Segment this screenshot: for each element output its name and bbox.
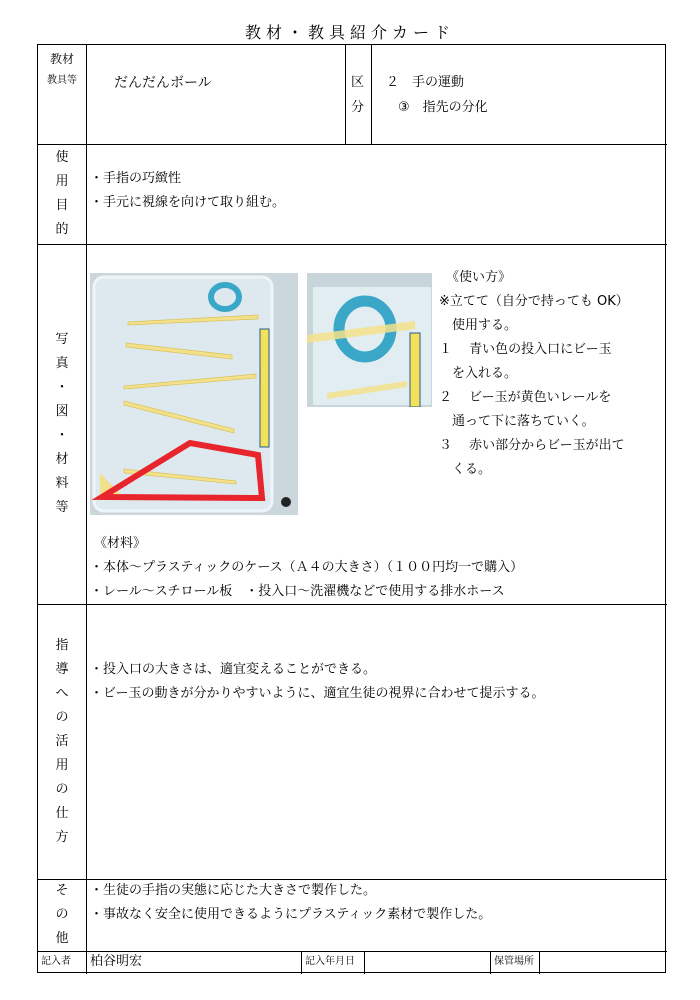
usage-line: ※立てて（自分で持っても OK） bbox=[439, 294, 629, 309]
kubun-line-2: ③ 指先の分化 bbox=[398, 100, 488, 115]
label-char: 図 bbox=[55, 404, 69, 419]
author-label: 記入者 bbox=[41, 956, 71, 967]
storage-label: 保管場所 bbox=[494, 956, 534, 967]
label-char: 写 bbox=[55, 332, 69, 347]
label-char: 方 bbox=[55, 829, 69, 845]
material-name: だんだんボール bbox=[114, 75, 212, 91]
card-title: 教材・教具紹介カード bbox=[244, 23, 455, 42]
guidance-item: ・ビー玉の動きが分かりやすいように、適宜生徒の視界に合わせて提示する。 bbox=[90, 686, 545, 701]
label-char: そ bbox=[55, 883, 69, 898]
usage-line: ３ 赤い部分からビー玉が出て bbox=[439, 438, 625, 453]
label-char: 仕 bbox=[55, 805, 69, 821]
guidance-label bbox=[38, 604, 86, 879]
label-char: ・ bbox=[55, 380, 69, 395]
material-label: 教材 教具等 bbox=[47, 52, 77, 86]
label-char: の bbox=[55, 781, 69, 797]
photo-label bbox=[38, 244, 86, 604]
usage-line: を入れる。 bbox=[439, 366, 518, 381]
label-char: 活 bbox=[55, 733, 69, 749]
purpose-list bbox=[90, 167, 285, 215]
label-char: 真 bbox=[55, 356, 69, 371]
label-char: 用 bbox=[55, 757, 69, 773]
label-char: の bbox=[55, 709, 69, 725]
product-photo-closeup bbox=[307, 273, 432, 407]
usage-line: くる。 bbox=[439, 462, 492, 477]
label-char: 指 bbox=[55, 637, 69, 653]
materials-title: 《材料》 bbox=[94, 536, 147, 551]
product-photo-front bbox=[90, 273, 298, 515]
material-line: ・本体～プラスティックのケース（Ａ４の大きさ）（１００円均一で購入） bbox=[90, 560, 524, 575]
label-char: 用 bbox=[55, 174, 69, 189]
label-char: 等 bbox=[55, 500, 69, 515]
other-item: ・事故なく安全に使用できるようにプラスティック素材で製作した。 bbox=[90, 907, 492, 922]
purpose-label bbox=[38, 144, 86, 244]
other-label bbox=[38, 879, 86, 951]
guidance-item: ・投入口の大きさは、適宜変えることができる。 bbox=[90, 662, 377, 677]
other-list bbox=[90, 879, 491, 927]
purpose-item: ・手元に視線を向けて取り組む。 bbox=[90, 195, 286, 210]
kubun-label-2: 分 bbox=[351, 100, 365, 115]
label-char: 的 bbox=[55, 222, 69, 237]
usage-title: 《使い方》 bbox=[446, 270, 512, 285]
label-char: へ bbox=[55, 685, 69, 701]
label-char: 導 bbox=[55, 661, 69, 677]
label-char: 他 bbox=[55, 931, 69, 946]
label-char: 料 bbox=[55, 476, 69, 491]
kubun-line-1: ２ 手の運動 bbox=[386, 75, 465, 90]
label-char: ・ bbox=[55, 428, 69, 443]
other-item: ・生徒の手指の実態に応じた大きさで製作した。 bbox=[90, 883, 377, 898]
kubun-label-1: 区 bbox=[351, 75, 365, 90]
purpose-item: ・手指の巧緻性 bbox=[90, 171, 182, 186]
label-char: 使 bbox=[55, 150, 69, 165]
date-label: 記入年月日 bbox=[305, 956, 355, 967]
usage-line: ２ ビー玉が黄色いレールを bbox=[439, 390, 612, 405]
usage-list bbox=[439, 290, 629, 482]
guidance-list bbox=[90, 658, 544, 706]
material-card bbox=[37, 44, 666, 973]
label-char: 目 bbox=[55, 198, 69, 213]
materials-list bbox=[90, 556, 523, 604]
label-char: 材 bbox=[55, 452, 69, 467]
label-char: の bbox=[55, 907, 69, 922]
usage-line: 使用する。 bbox=[439, 318, 518, 333]
material-line: ・レール～スチロール板 ・投入口～洗濯機などで使用する排水ホース bbox=[90, 584, 505, 599]
author-name: 柏谷明宏 bbox=[90, 954, 143, 969]
usage-line: 通って下に落ちていく。 bbox=[439, 414, 595, 429]
usage-line: １ 青い色の投入口にビー玉 bbox=[439, 342, 612, 357]
